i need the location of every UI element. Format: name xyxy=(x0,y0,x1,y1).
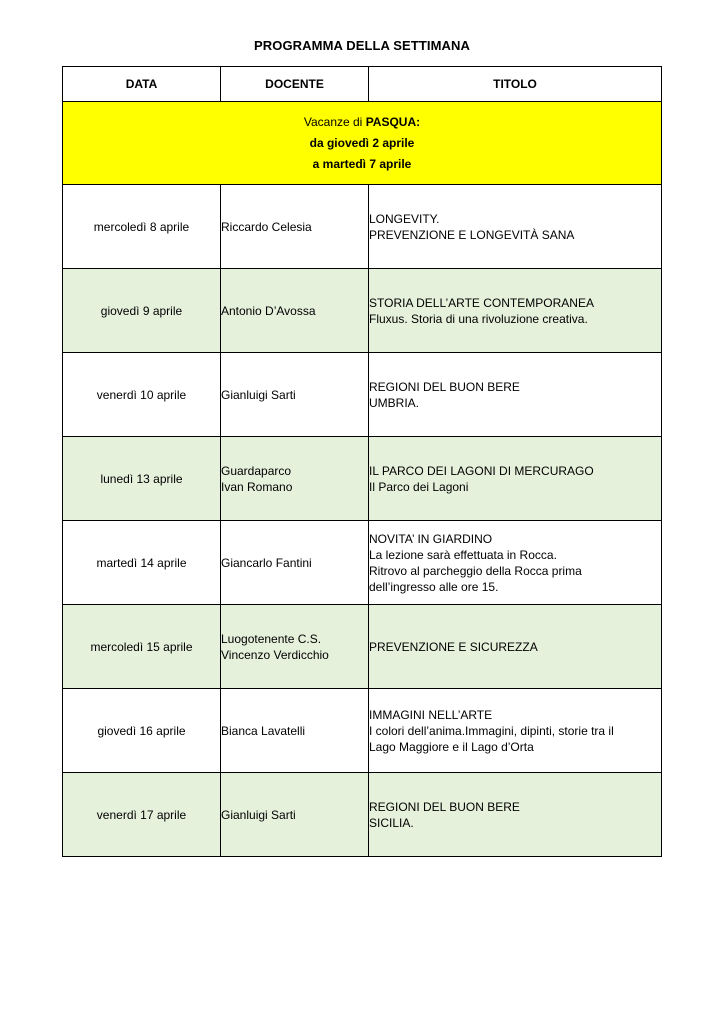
column-header-teacher: DOCENTE xyxy=(221,67,369,102)
holiday-line-2: da giovedì 2 aprile xyxy=(309,135,415,150)
row-date: giovedì 16 aprile xyxy=(63,689,221,773)
title-line: Fluxus. Storia di una rivoluzione creativa. xyxy=(369,311,588,326)
row-date: lunedì 13 aprile xyxy=(63,437,221,521)
column-header-title: TITOLO xyxy=(369,67,662,102)
title-line: Il Parco dei Lagoni xyxy=(369,479,469,494)
row-title xyxy=(369,605,662,689)
row-date: mercoledì 8 aprile xyxy=(63,185,221,269)
row-teacher xyxy=(221,605,369,689)
title-line: REGIONI DEL BUON BERE xyxy=(369,799,520,814)
teacher-line: Riccardo Celesia xyxy=(221,219,312,234)
row-date: giovedì 9 aprile xyxy=(63,269,221,353)
holiday-line-1 xyxy=(63,112,661,133)
schedule-table xyxy=(62,66,662,857)
row-teacher xyxy=(221,521,369,605)
row-teacher xyxy=(221,689,369,773)
holiday-line-1-a: Vacanze di xyxy=(303,114,366,129)
table-row xyxy=(63,185,662,269)
row-title xyxy=(369,773,662,857)
header-row xyxy=(63,67,662,102)
teacher-line: Guardaparco xyxy=(221,463,292,478)
title-line: SICILIA. xyxy=(369,815,414,830)
title-line: Ritrovo al parcheggio della Rocca prima xyxy=(369,563,582,578)
title-line: LONGEVITY. xyxy=(369,211,440,226)
row-teacher xyxy=(221,773,369,857)
title-line: Lago Maggiore e il Lago d’Orta xyxy=(369,739,534,754)
teacher-line: Ivan Romano xyxy=(221,479,293,494)
teacher-line: Giancarlo Fantini xyxy=(221,555,312,570)
row-date: venerdì 17 aprile xyxy=(63,773,221,857)
column-header-date: DATA xyxy=(63,67,221,102)
row-title xyxy=(369,269,662,353)
title-line: I colori dell’anima.Immagini, dipinti, storie tra il xyxy=(369,723,614,738)
row-date: martedì 14 aprile xyxy=(63,521,221,605)
row-title xyxy=(369,437,662,521)
row-date: venerdì 10 aprile xyxy=(63,353,221,437)
teacher-line: Gianluigi Sarti xyxy=(221,387,296,402)
teacher-line: Antonio D’Avossa xyxy=(221,303,316,318)
table-row xyxy=(63,437,662,521)
holiday-line-1-b: PASQUA: xyxy=(365,114,421,129)
holiday-banner-row xyxy=(63,102,662,185)
table-row xyxy=(63,521,662,605)
row-title xyxy=(369,185,662,269)
holiday-banner xyxy=(63,102,662,185)
title-line: NOVITA’ IN GIARDINO xyxy=(369,531,493,546)
table-row xyxy=(63,773,662,857)
title-line: PREVENZIONE E LONGEVITÀ SANA xyxy=(369,227,575,242)
title-line: La lezione sarà effettuata in Rocca. xyxy=(369,547,557,562)
row-teacher xyxy=(221,185,369,269)
title-line: IMMAGINI NELL’ARTE xyxy=(369,707,493,722)
row-teacher xyxy=(221,269,369,353)
row-teacher xyxy=(221,437,369,521)
row-date: mercoledì 15 aprile xyxy=(63,605,221,689)
row-title xyxy=(369,521,662,605)
teacher-line: Bianca Lavatelli xyxy=(221,723,306,738)
title-line: STORIA DELL’ARTE CONTEMPORANEA xyxy=(369,295,594,310)
row-title xyxy=(369,689,662,773)
title-line: UMBRIA. xyxy=(369,395,420,410)
page-title: PROGRAMMA DELLA SETTIMANA xyxy=(253,38,471,53)
title-line: dell’ingresso alle ore 15. xyxy=(369,579,499,594)
holiday-line-3: a martedì 7 aprile xyxy=(312,156,412,171)
title-line: PREVENZIONE E SICUREZZA xyxy=(369,639,538,654)
row-teacher xyxy=(221,353,369,437)
teacher-line: Gianluigi Sarti xyxy=(221,807,296,822)
table-row xyxy=(63,605,662,689)
table-row xyxy=(63,689,662,773)
table-row xyxy=(63,353,662,437)
table-row xyxy=(63,269,662,353)
teacher-line: Vincenzo Verdicchio xyxy=(221,647,329,662)
teacher-line: Luogotenente C.S. xyxy=(221,631,322,646)
title-line: REGIONI DEL BUON BERE xyxy=(369,379,520,394)
title-line: IL PARCO DEI LAGONI DI MERCURAGO xyxy=(369,463,594,478)
row-title xyxy=(369,353,662,437)
